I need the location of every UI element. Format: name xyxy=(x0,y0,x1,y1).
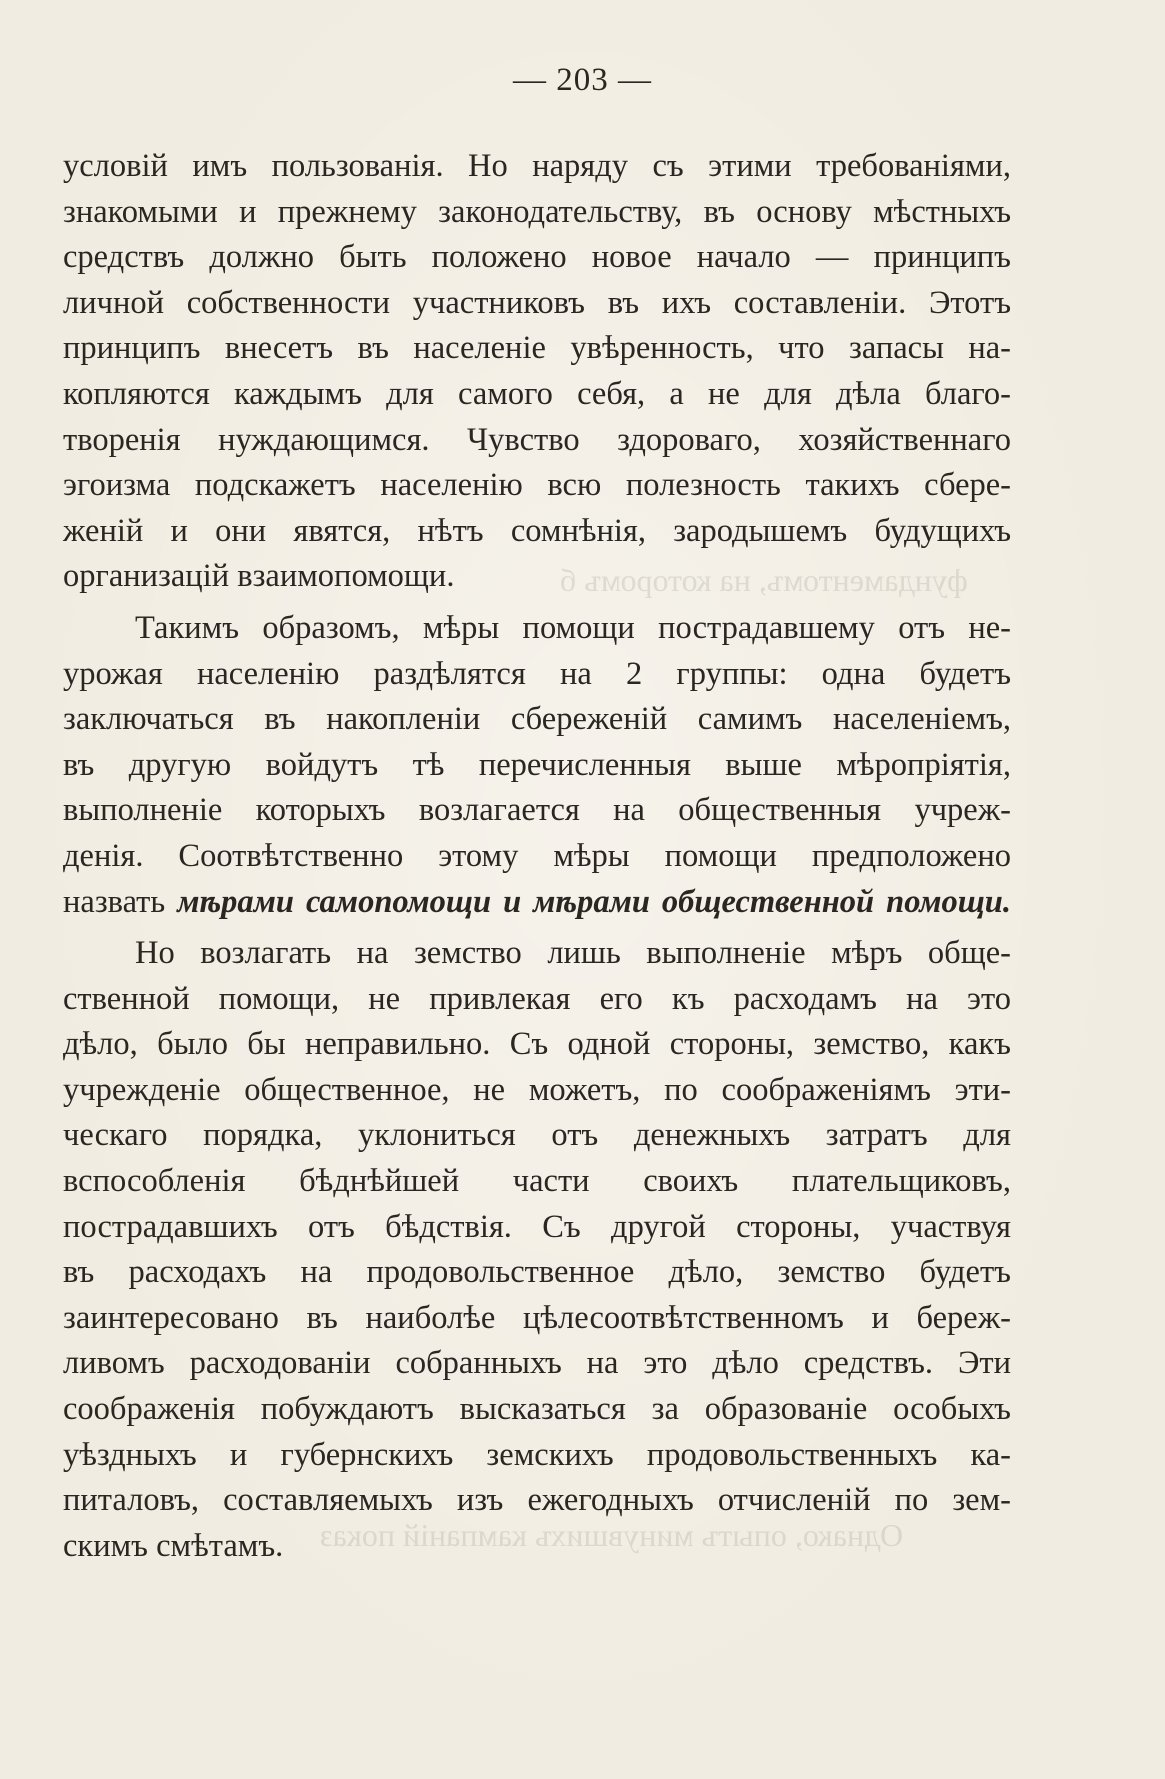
text-line: питаловъ, составляемыхъ изъ ежегодныхъ отчисленій по зем- xyxy=(63,1482,1011,1519)
text-line: ственной помощи, не привлекая его къ расходамъ на это xyxy=(63,980,1011,1017)
text-line: знакомыми и прежнему законодательству, въ основу мѣстныхъ xyxy=(63,193,1011,230)
text-line: средствъ должно быть положено новое начало — принципъ xyxy=(63,239,1011,276)
body-text xyxy=(63,144,1011,1569)
text-line-prefix: назвать xyxy=(63,883,178,920)
paragraph xyxy=(63,931,1011,1569)
text-line: эгоизма подскажетъ населенію всю полезность такихъ сбере- xyxy=(63,467,1011,504)
text-line: ливомъ расходованіи собранныхъ на это дѣло средствъ. Эти xyxy=(63,1345,1011,1382)
text-line: уѣздныхъ и губернскихъ земскихъ продовольственныхъ ка- xyxy=(63,1436,1011,1473)
text-line: скимъ смѣтамъ. xyxy=(63,1527,284,1564)
text-line xyxy=(63,880,1011,926)
text-line: выполненіе которыхъ возлагается на общественныя учреж- xyxy=(63,792,1011,829)
text-line: ческаго порядка, уклониться отъ денежныхъ затратъ для xyxy=(63,1117,1011,1154)
text-line: Такимъ образомъ, мѣры помощи пострадавшему отъ не- xyxy=(135,609,1011,646)
text-line: вспособленія бѣднѣйшей части своихъ плательщиковъ, xyxy=(63,1163,1011,1200)
text-line: въ расходахъ на продовольственное дѣло, земство будетъ xyxy=(63,1254,1011,1291)
text-line: организацій взаимопомощи. xyxy=(63,558,455,595)
text-line: соображенія побуждаютъ высказаться за образованіе особыхъ xyxy=(63,1391,1011,1428)
text-line: заинтересовано въ наиболѣе цѣлесоотвѣтственномъ и береж- xyxy=(63,1299,1011,1336)
text-line: въ другую войдутъ тѣ перечисленныя выше мѣропріятія, xyxy=(63,746,1011,783)
paragraph xyxy=(63,606,1011,925)
paragraph xyxy=(63,144,1011,600)
text-line: учрежденіе общественное, не можетъ, по соображеніямъ эти- xyxy=(63,1071,1011,1108)
text-line: заключаться въ накопленіи сбереженій самимъ населеніемъ, xyxy=(63,701,1011,738)
bleed-through-text: фундаментомъ, на которомъ б xyxy=(560,562,968,598)
text-line: денія. Соотвѣтственно этому мѣры помощи предположено xyxy=(63,837,1011,874)
text-line: копляются каждымъ для самого себя, а не для дѣла благо- xyxy=(63,375,1011,412)
bleed-through-text: Однако, опытъ минувшихъ кампаній показ xyxy=(320,1517,904,1553)
page-number: — 203 — xyxy=(513,62,652,98)
text-line: пострадавшихъ отъ бѣдствія. Съ другой стороны, участвуя xyxy=(63,1208,1011,1245)
text-line: творенія нуждающимся. Чувство здороваго, хозяйственнаго xyxy=(63,421,1011,458)
text-line: дѣло, было бы неправильно. Съ одной стороны, земство, какъ xyxy=(63,1026,1011,1063)
text-line: условій имъ пользованія. Но наряду съ этими требованіями, xyxy=(63,148,1011,184)
text-line: урожая населенію раздѣлятся на 2 группы: одна будетъ xyxy=(63,655,1011,692)
text-line: Но возлагать на земство лишь выполненіе мѣръ обще- xyxy=(135,935,1011,972)
emphasized-text: мѣрами самопомощи и мѣрами общественной помощи. xyxy=(177,883,1011,920)
text-line: принципъ внесетъ въ населеніе увѣренность, что запасы на- xyxy=(63,330,1011,367)
text-line: женій и они явятся, нѣтъ сомнѣнія, зародышемъ будущихъ xyxy=(63,512,1011,549)
text-line: личной собственности участниковъ въ ихъ составленіи. Этотъ xyxy=(63,284,1011,321)
